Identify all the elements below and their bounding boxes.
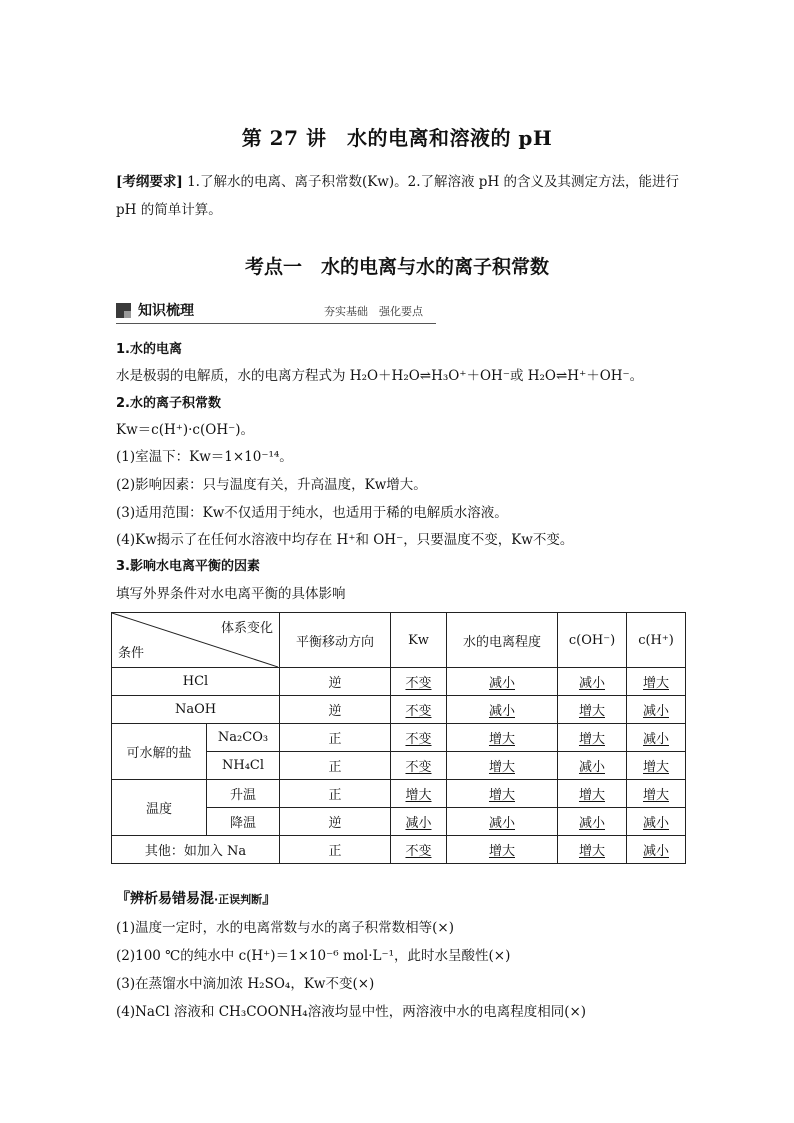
header-cell: 平衡移动方向: [280, 613, 391, 668]
value-cell: 正: [280, 836, 391, 864]
page-title: 第 27 讲 水的电离和溶液的 pH: [241, 126, 553, 150]
value-cell: 逆: [280, 668, 391, 696]
value-text: 增大: [405, 788, 432, 803]
diag-top-label: 体系变化: [220, 621, 273, 636]
value-cell: [627, 724, 686, 752]
diag-bottom-label: 条件: [118, 646, 145, 661]
table-row: [112, 668, 686, 696]
value-cell: [391, 752, 447, 780]
condition-cell: 可水解的盐: [112, 724, 207, 780]
sub-condition-cell: NH₄Cl: [207, 752, 280, 780]
value-text: 增大: [488, 760, 515, 775]
value-cell: [558, 752, 627, 780]
value-text: 不变: [405, 732, 432, 747]
condition-cell: 温度: [112, 780, 207, 836]
requirements-text: 1.了解水的电离、离子积常数(Kw)。2.了解溶液 pH 的含义及其测定方法，能进行pH 的简单计算。: [116, 174, 680, 218]
condition-cell: 其他：如加入 Na: [112, 836, 280, 864]
value-text: 不变: [405, 676, 432, 691]
value-text: 减小: [642, 816, 669, 831]
heading-water-ionization: 1.水的电离: [116, 342, 182, 357]
value-cell: [558, 696, 627, 724]
value-text: 不变: [405, 704, 432, 719]
value-text: 减小: [488, 704, 515, 719]
value-text: 不变: [405, 760, 432, 775]
value-cell: [391, 836, 447, 864]
value-text: 减小: [642, 844, 669, 859]
value-cell: [558, 808, 627, 836]
value-cell: [391, 668, 447, 696]
section-title: 考点一 水的电离与水的离子积常数: [244, 256, 549, 278]
value-text: 减小: [405, 816, 432, 831]
ionization-equation-text: 水是极弱的电解质，水的电离方程式为 H₂O＋H₂O⇌H₃O⁺＋OH⁻或 H₂O⇌H⁺＋OH⁻。: [116, 368, 644, 384]
value-text: 减小: [578, 760, 605, 775]
value-cell: [558, 724, 627, 752]
value-cell: [391, 724, 447, 752]
judgment-item: (1)温度一定时，水的电离常数与水的离子积常数相等(×): [116, 920, 454, 936]
err-banner-main: 『辨析易错易混: [116, 891, 214, 907]
table-row: [112, 780, 686, 808]
table-row: [112, 724, 686, 752]
diagonal-header-cell: [112, 613, 280, 668]
value-cell: [447, 836, 558, 864]
value-cell: [391, 808, 447, 836]
value-cell: [447, 752, 558, 780]
value-cell: [447, 696, 558, 724]
value-text: 减小: [488, 816, 515, 831]
value-text: 增大: [578, 732, 605, 747]
kw-reveal: (4)Kw揭示了在任何水溶液中均存在 H⁺和 OH⁻，只要温度不变，Kw不变。: [116, 532, 574, 548]
condition-cell: NaOH: [112, 696, 280, 724]
value-text: 增大: [642, 788, 669, 803]
value-text: 增大: [488, 788, 515, 803]
judgment-item: (4)NaCl 溶液和 CH₃COONH₄溶液均显中性，两溶液中水的电离程度相同(×): [116, 1004, 587, 1020]
header-cell: 水的电离程度: [447, 613, 558, 668]
value-text: 增大: [578, 844, 605, 859]
value-text: 增大: [578, 704, 605, 719]
heading-ion-product: 2.水的离子积常数: [116, 396, 221, 411]
value-cell: [447, 808, 558, 836]
value-cell: [627, 780, 686, 808]
sub-condition-cell: 降温: [207, 808, 280, 836]
value-text: 增大: [642, 760, 669, 775]
err-banner-end: 』: [262, 891, 277, 907]
value-cell: [447, 668, 558, 696]
value-cell: [391, 780, 447, 808]
value-cell: [627, 668, 686, 696]
value-cell: 逆: [280, 808, 391, 836]
knowledge-banner: [116, 300, 436, 324]
value-cell: 逆: [280, 696, 391, 724]
value-cell: [447, 780, 558, 808]
error-analysis-banner: [116, 888, 276, 908]
value-cell: [558, 668, 627, 696]
value-cell: 正: [280, 780, 391, 808]
exam-requirements: [116, 168, 684, 224]
value-text: 增大: [642, 676, 669, 691]
sub-condition-cell: Na₂CO₃: [207, 724, 280, 752]
table-row: [112, 696, 686, 724]
banner-divider: [116, 323, 436, 324]
value-text: 增大: [488, 844, 515, 859]
value-cell: [627, 696, 686, 724]
value-text: 减小: [642, 704, 669, 719]
value-cell: [627, 752, 686, 780]
factors-table: [111, 612, 686, 864]
judgment-item: (2)100 ℃的纯水中 c(H⁺)＝1×10⁻⁶ mol·L⁻¹，此时水呈酸性(×): [116, 948, 511, 964]
judgment-item: (3)在蒸馏水中滴加浓 H₂SO₄，Kw不变(×): [116, 976, 375, 992]
kw-scope: (3)适用范围：Kw不仅适用于纯水，也适用于稀的电解质水溶液。: [116, 505, 508, 521]
value-cell: 正: [280, 724, 391, 752]
err-banner-small: ·正误判断: [214, 893, 263, 906]
kw-room-temp: (1)室温下：Kw＝1×10⁻¹⁴。: [116, 449, 293, 465]
requirements-label: [考纲要求]: [116, 174, 183, 190]
kw-definition: Kw＝c(H⁺)·c(OH⁻)。: [116, 422, 254, 438]
value-cell: [447, 724, 558, 752]
condition-cell: HCl: [112, 668, 280, 696]
kw-factors: (2)影响因素：只与温度有关，升高温度，Kw增大。: [116, 477, 427, 493]
value-cell: [391, 696, 447, 724]
value-cell: [558, 836, 627, 864]
banner-subtitle: 夯实基础 强化要点: [324, 305, 423, 318]
table-header-row: [112, 613, 686, 668]
header-cell: c(H⁺): [627, 613, 686, 668]
value-text: 减小: [578, 816, 605, 831]
sub-condition-cell: 升温: [207, 780, 280, 808]
value-cell: [558, 780, 627, 808]
value-text: 不变: [405, 844, 432, 859]
header-cell: Kw: [391, 613, 447, 668]
value-text: 增大: [488, 732, 515, 747]
header-cell: c(OH⁻): [558, 613, 627, 668]
value-cell: 正: [280, 752, 391, 780]
value-text: 减小: [488, 676, 515, 691]
value-cell: [627, 836, 686, 864]
square-icon: [116, 303, 131, 318]
table-row: [112, 836, 686, 864]
value-text: 减小: [642, 732, 669, 747]
banner-title: 知识梳理: [138, 303, 194, 319]
value-cell: [627, 808, 686, 836]
table-intro: 填写外界条件对水电离平衡的具体影响: [116, 586, 346, 602]
value-text: 增大: [578, 788, 605, 803]
value-text: 减小: [578, 676, 605, 691]
heading-factors: 3.影响水电离平衡的因素: [116, 559, 260, 574]
